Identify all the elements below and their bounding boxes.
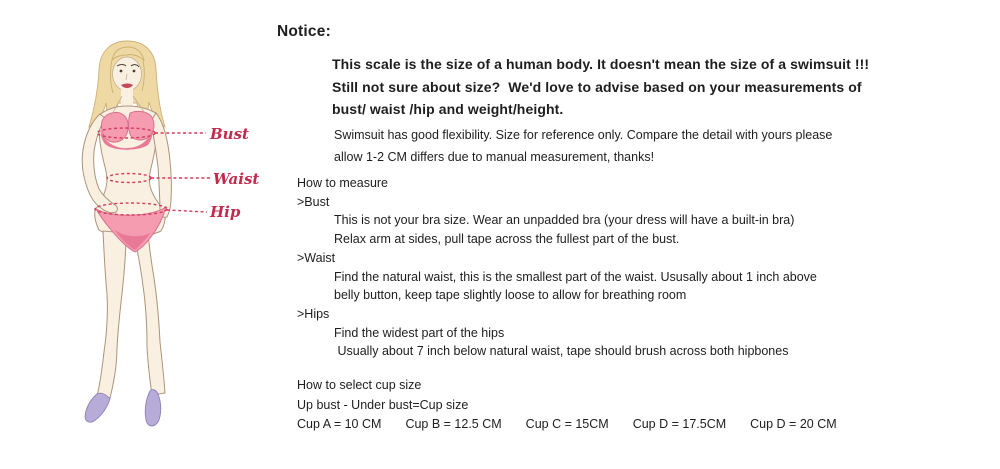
how-to-measure-heading: How to measure <box>297 176 389 190</box>
figure-shoes <box>85 390 161 426</box>
bust-instruction-1: This is not your bra size. Wear an unpadded bra (your dress will have a built-in bra) <box>334 213 795 228</box>
bust-callout-label: Bust <box>210 125 249 143</box>
body-measurement-figure <box>0 0 270 469</box>
flexibility-line-2: allow 1-2 CM differs due to manual measurement, thanks! <box>334 150 655 164</box>
waist-callout-label: Waist <box>213 170 260 188</box>
hip-callout-label: Hip <box>210 203 241 221</box>
cup-size-value: Cup C = 15CM <box>525 417 609 431</box>
figure-callout-labels <box>209 125 259 221</box>
cup-size-value: Cup A = 10 CM <box>297 417 382 431</box>
hips-section-label: >Hips <box>297 306 330 321</box>
how-to-measure-section <box>297 174 917 361</box>
cup-size-value: Cup D = 17.5CM <box>632 417 727 431</box>
waist-instruction-2: belly button, keep tape slightly loose to allow for breathing room <box>334 288 687 303</box>
flexibility-line-1: Swimsuit has good flexibility. Size for reference only. Compare the detail with yours please <box>334 128 833 142</box>
flexibility-paragraph <box>334 124 914 168</box>
cup-size-values-row <box>297 415 937 435</box>
warning-line-2: Still not sure about size? We'd love to advise based on your measurements of <box>332 78 862 95</box>
hips-instruction-2: Usually about 7 inch below natural waist, tape should brush across both hipbones <box>334 344 789 359</box>
bust-instruction-2: Relax arm at sides, pull tape across the fullest part of the bust. <box>334 232 680 247</box>
bust-section-label: >Bust <box>297 194 330 209</box>
cup-size-section <box>297 376 937 435</box>
warning-line-3: bust/ waist /hip and weight/height. <box>332 101 564 117</box>
cup-size-formula: Up bust - Under bust=Cup size <box>297 397 469 412</box>
cup-size-heading: How to select cup size <box>297 378 422 392</box>
hips-instruction-1: Find the widest part of the hips <box>334 325 505 340</box>
notice-title: Notice: <box>277 23 331 40</box>
cup-size-value: Cup B = 12.5 CM <box>405 417 502 431</box>
waist-instruction-1: Find the natural waist, this is the smallest part of the waist. Ususally about 1 inch above <box>334 269 817 284</box>
waist-section-label: >Waist <box>297 250 336 265</box>
warning-line-1: This scale is the size of a human body. It doesn't mean the size of a swimsuit !!! <box>332 56 870 72</box>
cup-size-value: Cup D = 20 CM <box>750 417 837 431</box>
scale-warning-paragraph <box>332 53 932 121</box>
